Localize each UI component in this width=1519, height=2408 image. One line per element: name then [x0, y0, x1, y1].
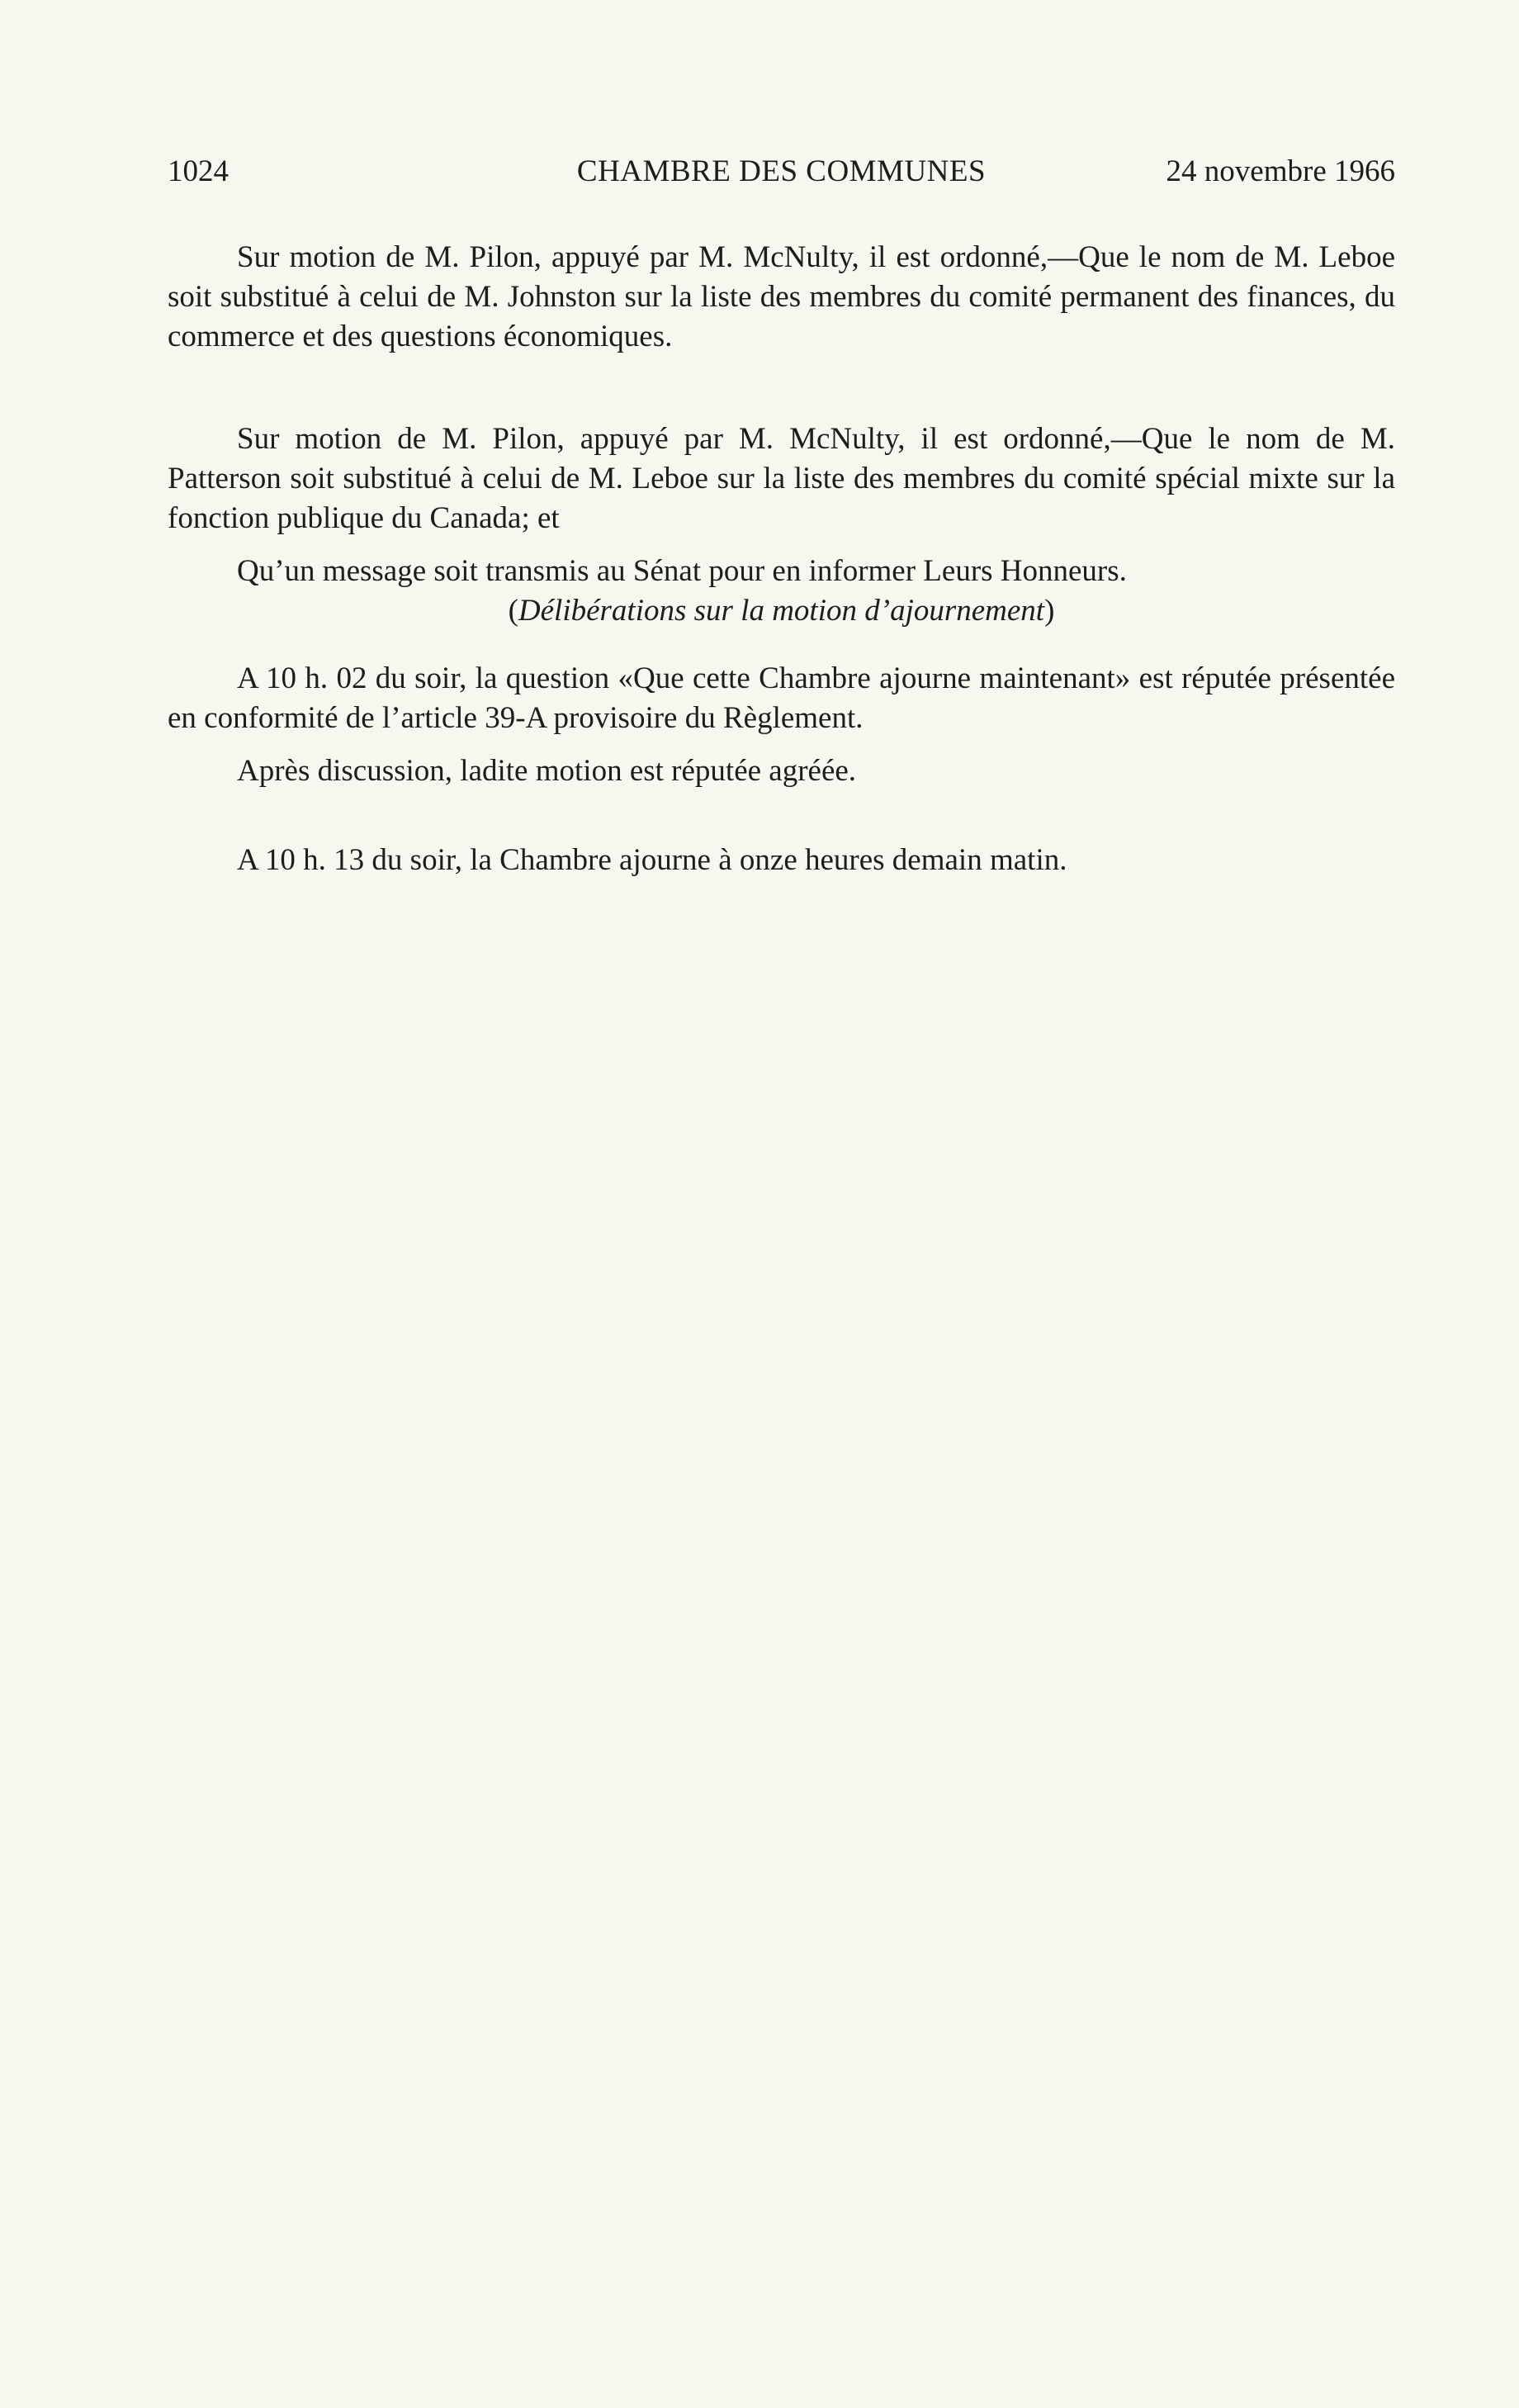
paragraph-motion-patterson: Sur motion de M. Pilon, appuyé par M. McNulty, il est ordonné,—Que le nom de M. Patterson soit substitué à celui de M. Leboe sur la liste des membres du comité spécial mixte sur la fonction publique du Canada; et: [168, 422, 1395, 535]
body-text: [168, 238, 1395, 880]
header-date: 24 novembre 1966: [1166, 154, 1395, 188]
paragraph-motion-agreed: Après discussion, ladite motion est réputée agréée.: [237, 754, 857, 788]
paragraph-adjournment-question: A 10 h. 02 du soir, la question «Que cette Chambre ajourne maintenant» est réputée présentée en conformité de l’article 39-A provisoire du Règlement.: [168, 661, 1395, 735]
paragraph-message-senat: Qu’un message soit transmis au Sénat pour en informer Leurs Honneurs.: [237, 554, 1127, 588]
section-heading: (Délibérations sur la motion d’ajournement): [508, 594, 1055, 628]
paragraph-motion-leboe: Sur motion de M. Pilon, appuyé par M. McNulty, il est ordonné,—Que le nom de M. Leboe soit substitué à celui de M. Johnston sur la liste des membres du comité permanent des finances, du commerce et des questions économiques.: [168, 240, 1395, 353]
journal-title: CHAMBRE DES COMMUNES: [576, 154, 987, 188]
running-header: [168, 149, 1395, 195]
paragraph-house-adjourns: A 10 h. 13 du soir, la Chambre ajourne à onze heures demain matin.: [237, 843, 1067, 877]
section-heading-text: Délibérations sur la motion d’ajournement: [518, 594, 1045, 628]
page-number: 1024: [168, 154, 229, 188]
